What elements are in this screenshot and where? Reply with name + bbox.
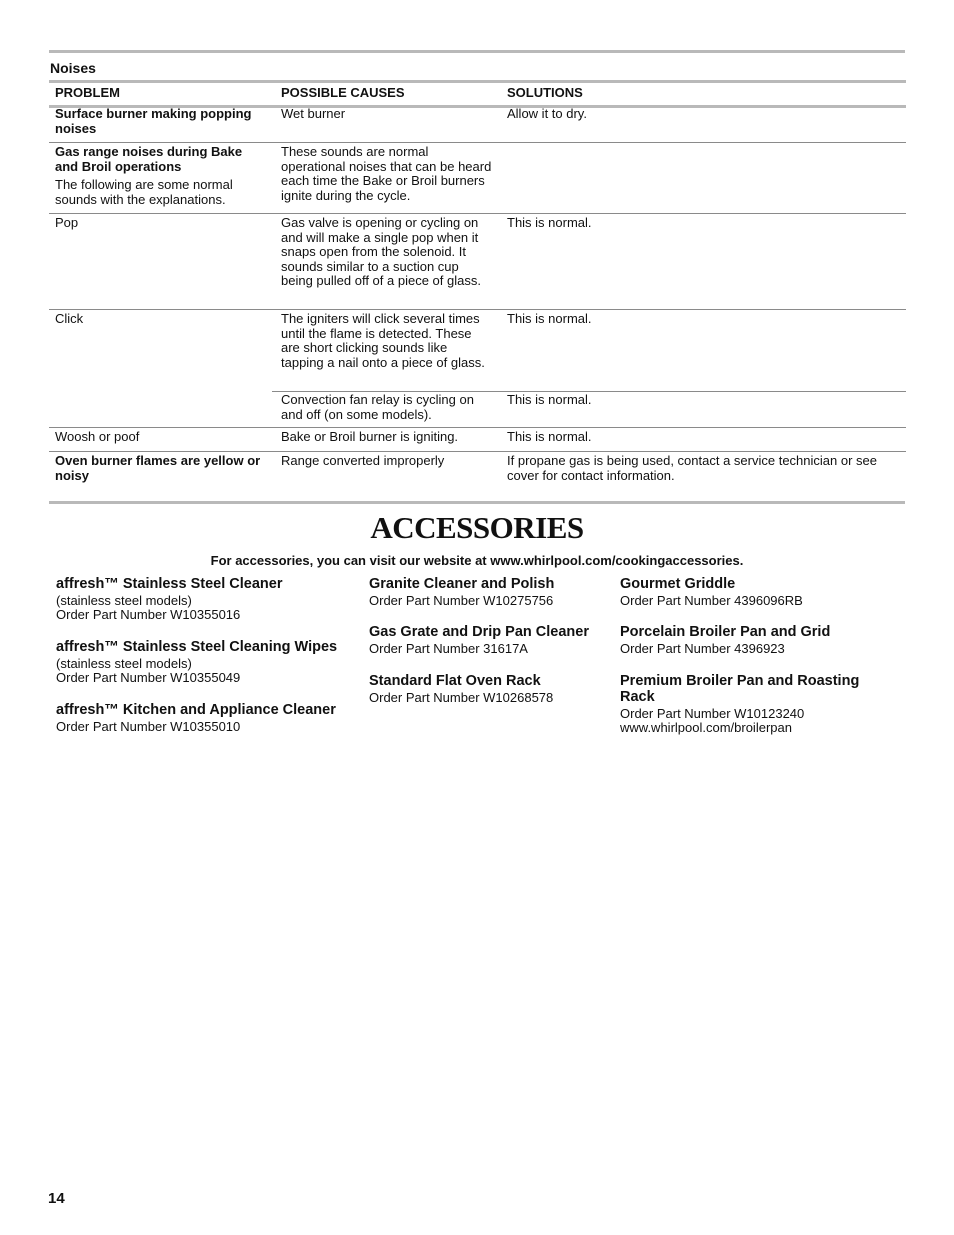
cause-cell: Gas valve is opening or cycling on and will make a single pop when it snaps open from the solenoid. It sounds similar to a suction cup being pulled off of a piece of glass.: [281, 215, 481, 288]
table-row: [49, 428, 906, 452]
accessory-detail: Order Part Number 31617A: [369, 641, 528, 656]
accessory-item: [620, 624, 890, 656]
accessories-intro: For accessories, you can visit our website at www.whirlpool.com/cookingaccessories.: [210, 553, 744, 568]
header-problem: PROBLEM: [55, 85, 120, 100]
solution-cell: If propane gas is being used, contact a service technician or see cover for contact information.: [507, 453, 877, 483]
accessory-detail: Order Part Number 4396923: [620, 641, 785, 656]
solution-cell: This is normal.: [507, 215, 592, 230]
table-row: [49, 310, 906, 428]
accessory-detail: Order Part Number 4396096RB: [620, 593, 803, 608]
accessory-item: [620, 576, 890, 608]
accessory-name: Standard Flat Oven Rack: [369, 673, 541, 689]
cause-cell: Bake or Broil burner is igniting.: [281, 429, 459, 444]
problem-cell: [55, 145, 265, 207]
top-divider: [49, 50, 905, 53]
accessory-item: [56, 702, 356, 734]
table-row: [49, 452, 906, 492]
accessory-name: affresh™ Stainless Steel Cleaner: [56, 576, 283, 592]
solution-cell: This is normal.: [507, 392, 592, 407]
accessory-detail: Order Part Number W10275756: [369, 593, 554, 608]
accessory-name: affresh™ Kitchen and Appliance Cleaner: [56, 702, 336, 718]
accessory-item: [56, 639, 356, 686]
accessory-detail: Order Part Number W10123240 www.whirlpool.com/broilerpan: [620, 706, 805, 736]
problem-cell: Oven burner flames are yellow or noisy: [55, 453, 261, 483]
accessory-name: affresh™ Stainless Steel Cleaning Wipes: [56, 639, 338, 655]
problem-cell: Click: [55, 311, 84, 326]
table-row: [49, 214, 906, 310]
solution-cell: This is normal.: [507, 429, 592, 444]
problem-title: Gas range noises during Bake and Broil operations: [55, 144, 243, 174]
accessories-title: ACCESSORIES: [370, 510, 584, 545]
accessory-item: [620, 673, 890, 736]
solution-cell: This is normal.: [507, 311, 592, 326]
problem-cell: Pop: [55, 215, 79, 230]
cause-cell: Wet burner: [281, 106, 346, 121]
problem-cell: Woosh or poof: [55, 429, 140, 444]
accessory-name: Granite Cleaner and Polish: [369, 576, 555, 592]
cause-cell: These sounds are normal operational noises that can be heard each time the Bake or Broil burners ignite during the cycle.: [281, 144, 492, 203]
accessory-name: Porcelain Broiler Pan and Grid: [620, 624, 831, 640]
accessory-name: Gourmet Griddle: [620, 576, 736, 592]
bottom-divider: [49, 501, 905, 504]
accessory-item: [369, 673, 609, 705]
accessory-name: Gas Grate and Drip Pan Cleaner: [369, 624, 589, 640]
table-row: [49, 105, 906, 143]
accessory-detail: Order Part Number W10355010: [56, 719, 241, 734]
header-possible-causes: POSSIBLE CAUSES: [281, 85, 405, 100]
cause-cell: Convection fan relay is cycling on and off (on some models).: [281, 392, 474, 422]
table-row: [49, 143, 906, 214]
problem-note: The following are some normal sounds with the explanations.: [55, 177, 233, 207]
accessory-item: [56, 576, 356, 623]
accessory-item: [369, 576, 609, 608]
section-title: Noises: [50, 60, 96, 76]
accessory-detail: Order Part Number W10268578: [369, 690, 554, 705]
accessory-name: Premium Broiler Pan and Roasting Rack: [620, 673, 860, 705]
page-number: 14: [48, 1190, 65, 1207]
accessory-detail: (stainless steel models) Order Part Number W10355049: [56, 656, 241, 686]
cause-cell: The igniters will click several times until the flame is detected. These are short clicking sounds like tapping a nail onto a piece of glass.: [281, 311, 485, 370]
solution-cell: Allow it to dry.: [507, 106, 587, 121]
cause-cell: Range converted improperly: [281, 453, 445, 468]
accessory-detail: (stainless steel models) Order Part Number W10355016: [56, 593, 241, 623]
problem-cell: Surface burner making popping noises: [55, 106, 252, 136]
accessory-item: [369, 624, 609, 656]
header-solutions: SOLUTIONS: [507, 85, 583, 100]
table-header: [49, 80, 906, 108]
